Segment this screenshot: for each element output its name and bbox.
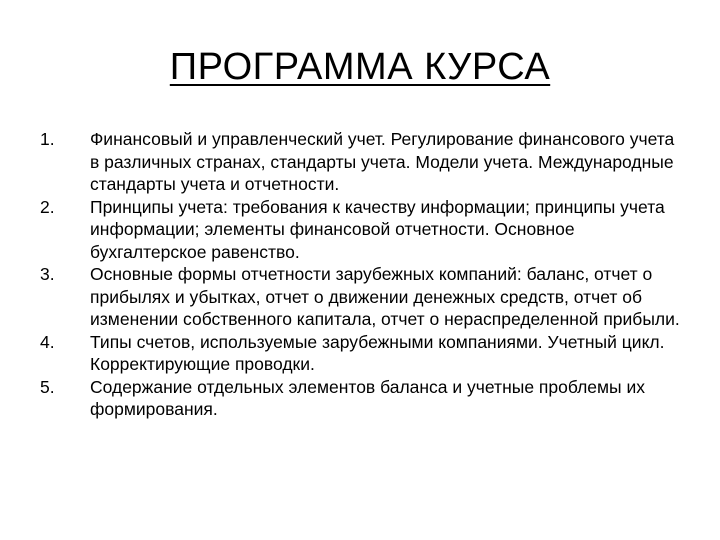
list-item — [40, 331, 680, 376]
list-item-number: 4. — [40, 331, 55, 352]
list-item-text: Типы счетов, используемые зарубежными компаниями. Учетный цикл. Корректирующие проводки. — [90, 331, 665, 374]
list-item-number: 2. — [40, 196, 55, 217]
list-item — [40, 263, 680, 331]
list-item-number: 5. — [40, 376, 55, 397]
list-item — [40, 196, 680, 264]
list-item-text: Принципы учета: требования к качеству информации; принципы учета информации; элементы финансовой отчетности. Основное бухгалтерское равенство. — [90, 196, 665, 262]
list-item — [40, 376, 680, 421]
list-item-number: 3. — [40, 264, 55, 284]
list-item-text: Финансовый и управленческий учет. Регулирование финансового учета в различных странах, стандарты учета. Модели учета. Международные стандарты учета и отчетности. — [90, 129, 675, 194]
slide-title: ПРОГРАММА КУРСА — [169, 46, 551, 88]
list-item — [40, 128, 680, 196]
course-program-list — [40, 128, 680, 421]
list-item-text: Содержание отдельных элементов баланса и учетные проблемы их формирования. — [90, 376, 646, 419]
list-item-number: 1. — [40, 129, 55, 149]
list-item-text: Основные формы отчетности зарубежных компаний: баланс, отчет о прибылях и убытках, отчет о движении денежных средств, отчет об изменении собственного капитала, отчет о нераспределенной прибыли. — [90, 264, 680, 329]
